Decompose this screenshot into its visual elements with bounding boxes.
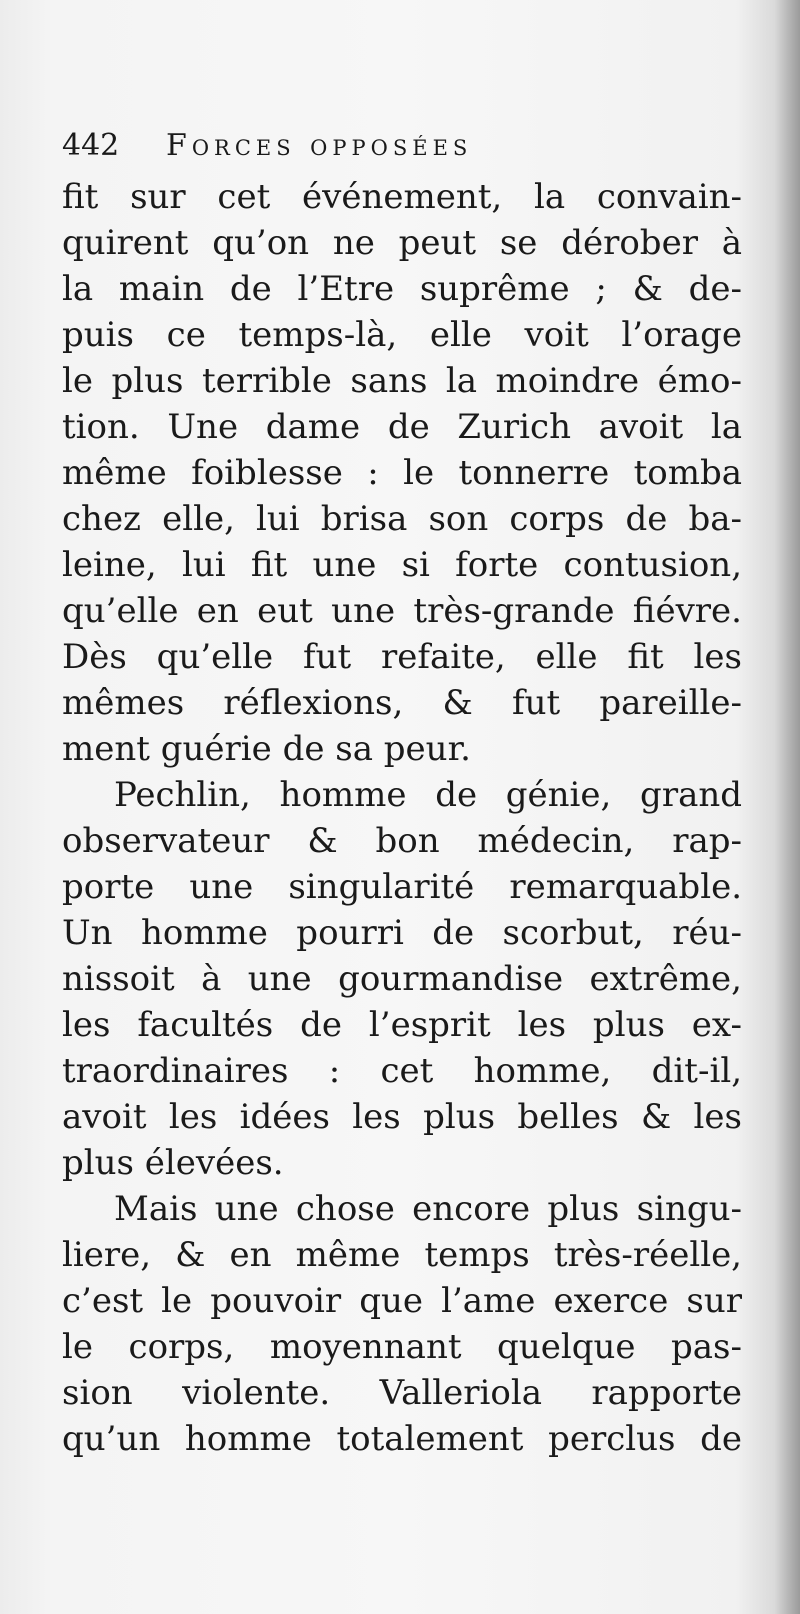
text-line: chez elle, lui brisa son corps de ba- [62,499,742,539]
text-line: qu’un homme totalement perclus de [62,1419,742,1459]
text-line: Un homme pourri de scorbut, réu- [62,913,742,953]
text-line: mêmes réflexions, & fut pareille- [62,683,742,723]
text-line: observateur & bon médecin, rap- [62,821,742,861]
text-line: même foiblesse : le tonnerre tomba [62,453,742,493]
text-line: le plus terrible sans la moindre émo- [62,361,742,401]
text-line: quirent qu’on ne peut se dérober à [62,223,742,263]
page-number: 442 [62,128,120,163]
running-head [62,128,742,174]
text-line: c’est le pouvoir que l’ame exerce sur [62,1281,742,1321]
text-line: Dès qu’elle fut refaite, elle fit les [62,637,742,677]
text-line: le corps, moyennant quelque pas- [62,1327,742,1367]
text-line: plus élevées. [62,1143,284,1183]
page-edge-shadow [774,0,800,1614]
text-line: sion violente. Valleriola rapporte [62,1373,742,1413]
text-line: les facultés de l’esprit les plus ex- [62,1005,742,1045]
text-line: ment guérie de sa peur. [62,729,471,769]
text-line: avoit les idées les plus belles & les [62,1097,742,1137]
text-line: traordinaires : cet homme, dit-il, [62,1051,742,1091]
text-line: Mais une chose encore plus singu- [114,1189,742,1229]
text-line: liere, & en même temps très-réelle, [62,1235,742,1275]
text-block [62,128,742,1462]
running-title: Forces opposées [166,128,473,163]
text-line: porte une singularité remarquable. [62,867,742,907]
text-line: nissoit à une gourmandise extrême, [62,959,742,999]
text-line: Pechlin, homme de génie, grand [114,775,742,815]
text-line: la main de l’Etre suprême ; & de- [62,269,742,309]
text-line: leine, lui fit une si forte contusion, [62,545,742,585]
body-text [62,174,742,1462]
text-line: tion. Une dame de Zurich avoit la [62,407,742,447]
text-line: fit sur cet événement, la convain- [62,177,742,217]
text-line: puis ce temps-là, elle voit l’orage [62,315,742,355]
text-line: qu’elle en eut une très-grande fiévre. [62,591,742,631]
